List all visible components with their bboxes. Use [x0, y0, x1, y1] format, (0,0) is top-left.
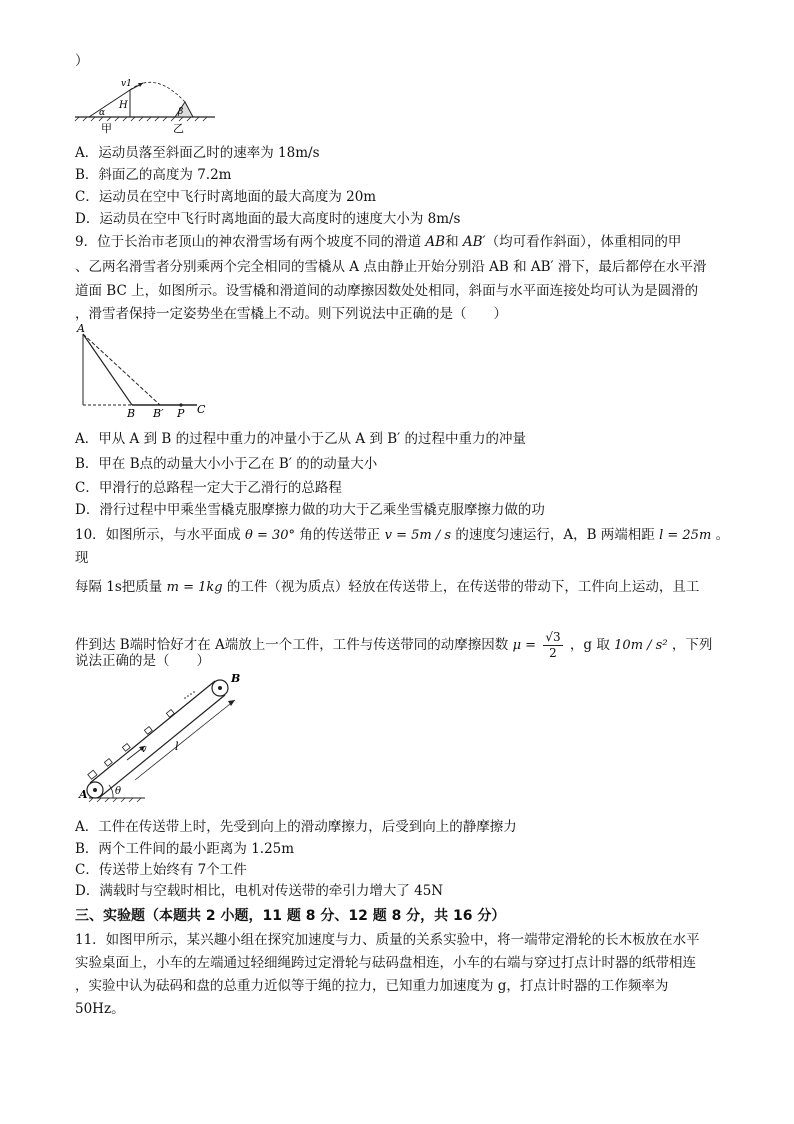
q9-fig-P: P	[177, 407, 185, 420]
q10-fig-v: v	[141, 744, 147, 755]
q9-ab: AB	[425, 234, 446, 250]
q10-option-d: D．满载时与空载时相比，电机对传送带的牵引力增大了 45N	[75, 883, 444, 899]
q10-mu-den: 2	[549, 646, 557, 660]
q10-mu-fraction	[543, 630, 562, 661]
q8-H-label: H	[119, 100, 128, 111]
q8-v1-label: v1	[121, 79, 132, 89]
q9-fig-B: B	[127, 407, 136, 420]
q9-abp: AB′	[462, 234, 486, 250]
q8-option-a: A．运动员落至斜面乙时的速率为 18m/s	[75, 145, 320, 161]
q10-l1-a: 10．如图所示，与水平面成	[75, 527, 241, 543]
q10-l4-a: 件到达 B端时恰好才在 A端放上一个工件，工件与传送带同的动摩擦因数	[75, 637, 509, 653]
q10-option-b: B．两个工件间的最小距离为 1.25m	[75, 841, 295, 857]
q10-m: m = 1kg	[166, 580, 223, 595]
q8-paren-tail: ）	[75, 53, 89, 69]
q9-figure	[75, 322, 215, 418]
q10-l1-b: 角的传送带正	[299, 527, 381, 543]
q9-option-c: C．甲滑行的总路程一定大于乙滑行的总路程	[75, 480, 342, 496]
q9-fig-Bp: B′	[153, 407, 164, 420]
q10-v: v = 5m / s	[384, 528, 452, 543]
q10-l: l = 25m	[659, 528, 712, 543]
q10-fig-B: B	[231, 672, 241, 685]
q11-line2: 实验桌面上，小车的左端通过轻细绳跨过定滑轮与砝码盘相连，小车的右端与穿过打点计时器的纸带相连	[75, 955, 696, 971]
q10-fig-l: l	[175, 740, 179, 753]
q8-yi-label: 乙	[173, 122, 184, 135]
q10-stem-line5: 说法正确的是（ ）	[75, 653, 210, 669]
q8-beta-label: β	[178, 107, 184, 117]
q8-option-b: B．斜面乙的高度为 7.2m	[75, 167, 232, 183]
q9-option-b: B．甲在 B点的动量大小小于乙在 B′ 的的动量大小	[75, 456, 378, 472]
q10-l1-c: 的速度匀速运行，A，B 两端相距	[455, 527, 655, 543]
q9-fig-A: A	[77, 322, 85, 335]
q11-line1: 11．如图甲所示，某兴趣小组在探究加速度与力、质量的关系实验中，将一端带定滑轮的长木板放在水平	[75, 932, 700, 948]
q10-l3-b: 的工件（视为质点）轻放在传送带上，在传送带的带动下，工件向上运动，且工	[226, 579, 700, 595]
q11-line3: ，实验中认为砝码和盘的总重力近似等于绳的拉力，已知重力加速度为 g，打点计时器的工作频率为	[75, 978, 669, 994]
q9-option-a: A．甲从 A 到 B 的过程中重力的冲量小于乙从 A 到 B′ 的过程中重力的冲量	[75, 431, 526, 447]
q8-option-d: D．运动员在空中飞行时离地面的最大高度时的速度大小为 8m/s	[75, 211, 461, 227]
q10-l3-a: 每隔 1s把质量	[75, 579, 163, 595]
q9-stem-line1	[75, 233, 681, 251]
q10-fig-A: A	[79, 788, 88, 801]
q8-alpha-label: α	[99, 108, 106, 118]
q9-stem-line4: ，滑雪者保持一定姿势坐在雪橇上不动。则下列说法中正确的是（ ）	[75, 306, 507, 322]
q10-g: 10m / s²	[614, 638, 668, 653]
q9-stem-line1-a: 9．位于长治市老顶山的神农滑雪场有两个坡度不同的滑道	[75, 234, 426, 250]
q10-figure	[75, 670, 245, 810]
q10-fig-theta: θ	[115, 786, 122, 797]
q10-l4-b: ，g 取	[569, 637, 610, 653]
q10-option-a: A．工件在传送带上时，先受到向上的滑动摩擦力，后受到向上的静摩擦力	[75, 819, 517, 835]
q9-stem-line1-b: （均可看作斜面），体重相同的甲	[485, 234, 682, 250]
q10-stem-line1	[75, 526, 729, 545]
q11-line4: 50Hz。	[75, 1001, 125, 1017]
q9-stem-line3: 道面 BC 上，如图所示。设雪橇和滑道间的动摩擦因数处处相同，斜面与水平面连接处均可认为是圆滑的	[75, 283, 699, 299]
q10-option-c: C．传送带上始终有 7个工件	[75, 862, 247, 878]
q10-mu-lhs: μ =	[512, 638, 537, 653]
q8-option-c: C．运动员在空中飞行时离地面的最大高度为 20m	[75, 189, 377, 205]
q10-l4-c: ，下列	[671, 637, 713, 653]
q8-figure	[75, 70, 215, 134]
section-3-title: 三、实验题（本题共 2 小题，11 题 8 分、12 题 8 分，共 16 分）	[75, 908, 506, 924]
q10-theta: θ = 30°	[244, 528, 296, 543]
q10-l1-d: 。	[715, 527, 730, 543]
q9-stem-line2: 、乙两名滑雪者分别乘两个完全相同的雪橇从 A 点由静止开始分别沿 AB 和 AB′ 滑下，最后都停在水平滑	[75, 259, 707, 275]
q10-stem-line2: 现	[75, 550, 89, 566]
q9-fig-C: C	[197, 403, 206, 416]
q9-option-d: D．滑行过程中甲乘坐雪橇克服摩擦力做的功大于乙乘坐雪橇克服摩擦力做的功	[75, 502, 545, 518]
q9-he: 和	[445, 234, 463, 250]
q8-jia-label: 甲	[101, 122, 112, 135]
q10-mu-num: √3	[545, 630, 561, 644]
q10-stem-line3	[75, 578, 699, 597]
